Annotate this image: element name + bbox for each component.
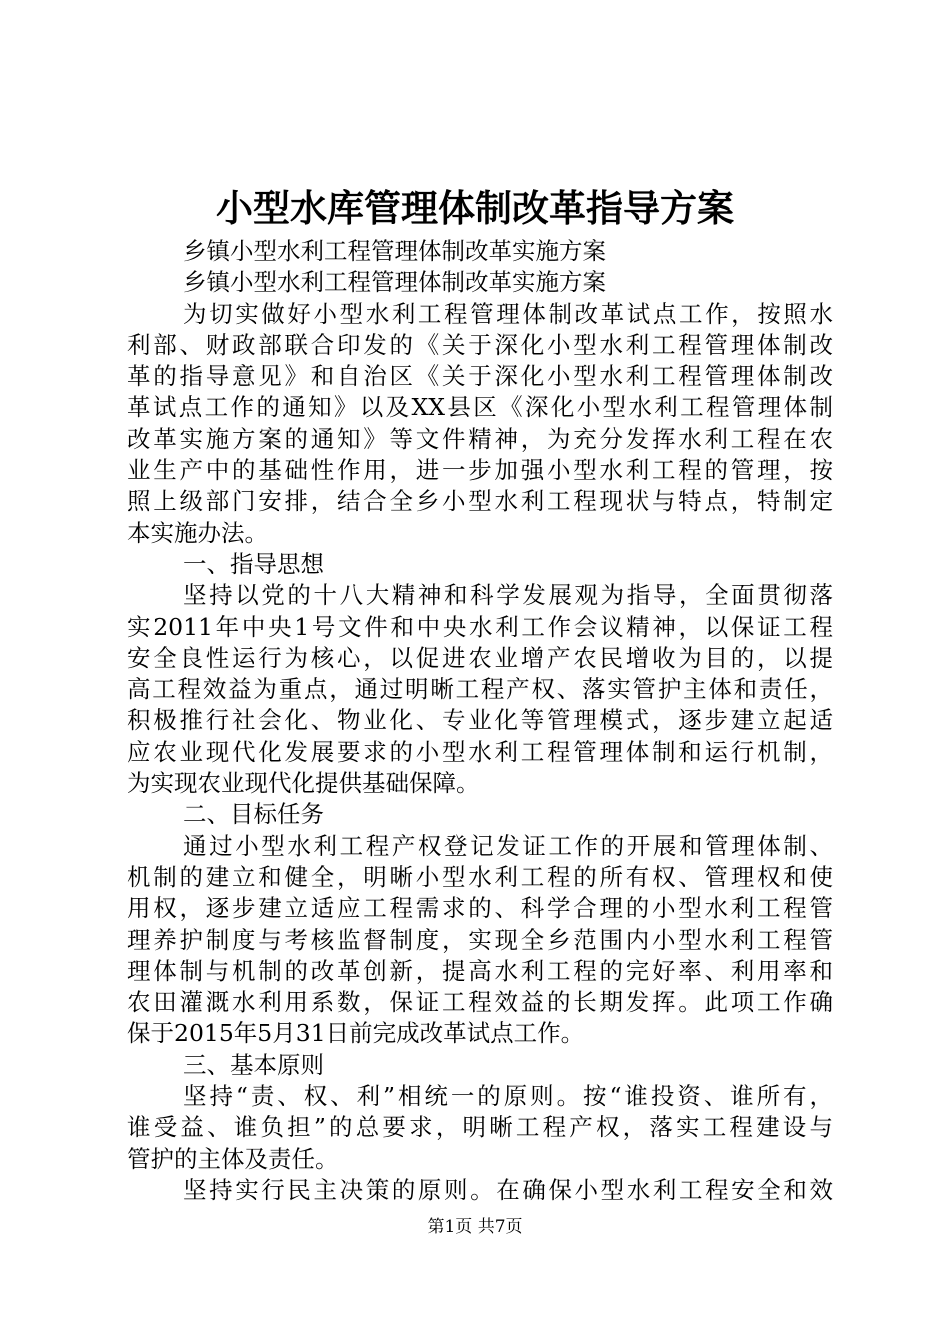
text-line: 革的指导意见》和自治区《关于深化小型水利工程管理体制改: [127, 362, 833, 391]
text-line: 业生产中的基础性作用，进一步加强小型水利工程的管理，按: [127, 456, 833, 485]
text-line: 农田灌溉水利用系数，保证工程效益的长期发挥。此项工作确: [127, 988, 833, 1017]
text-line: 应农业现代化发展要求的小型水利工程管理体制和运行机制，: [127, 737, 833, 766]
text-line: 机制的建立和健全，明晰小型水利工程的所有权、管理权和使: [127, 862, 833, 891]
document-title: 小型水库管理体制改革指导方案: [216, 186, 734, 230]
text-line: 理体制与机制的改革创新，提高水利工程的完好率、利用率和: [127, 956, 833, 985]
text-line: 坚持以党的十八大精神和科学发展观为指导，全面贯彻落: [183, 581, 833, 610]
document-body: [127, 236, 833, 1206]
text-line: 乡镇小型水利工程管理体制改革实施方案: [183, 268, 606, 297]
text-line: 本实施办法。: [127, 518, 268, 547]
text-line: 安全良性运行为核心，以促进农业增产农民增收为目的，以提: [127, 643, 833, 672]
text-line: 通过小型水利工程产权登记发证工作的开展和管理体制、: [183, 831, 833, 860]
text-line: 高工程效益为重点，通过明晰工程产权、落实管护主体和责任，: [127, 675, 833, 704]
text-line: 三、基本原则: [183, 1050, 324, 1079]
text-line: 二、目标任务: [183, 800, 324, 829]
text-line: 谁受益、谁负担”的总要求，明晰工程产权，落实工程建设与: [127, 1113, 833, 1142]
text-line: 照上级部门安排，结合全乡小型水利工程现状与特点，特制定: [127, 487, 833, 516]
text-line: 用权，逐步建立适应工程需求的、科学合理的小型水利工程管: [127, 894, 833, 923]
text-line: 利部、财政部联合印发的《关于深化小型水利工程管理体制改: [127, 330, 833, 359]
text-line: 革试点工作的通知》以及XX县区《深化小型水利工程管理体制: [127, 393, 833, 422]
text-line: 理养护制度与考核监督制度，实现全乡范围内小型水利工程管: [127, 925, 833, 954]
text-line: 一、指导思想: [183, 549, 324, 578]
text-line: 坚持实行民主决策的原则。在确保小型水利工程安全和效: [183, 1175, 833, 1204]
text-line: 为实现农业现代化提供基础保障。: [127, 769, 480, 798]
text-line: 乡镇小型水利工程管理体制改革实施方案: [183, 237, 606, 265]
text-line: 积极推行社会化、物业化、专业化等管理模式，逐步建立起适: [127, 706, 833, 735]
text-line: 为切实做好小型水利工程管理体制改革试点工作，按照水: [183, 299, 833, 328]
text-line: 改革实施方案的通知》等文件精神，为充分发挥水利工程在农: [127, 424, 833, 453]
text-line: 管护的主体及责任。: [127, 1144, 339, 1173]
text-line: 坚持“责、权、利”相统一的原则。按“谁投资、谁所有，: [183, 1082, 833, 1111]
text-line: 保于2015年5月31日前完成改革试点工作。: [127, 1019, 585, 1048]
text-line: 实2011年中央1号文件和中央水利工作会议精神，以保证工程: [127, 612, 833, 641]
page-footer: 第1页 共7页: [427, 1217, 523, 1237]
